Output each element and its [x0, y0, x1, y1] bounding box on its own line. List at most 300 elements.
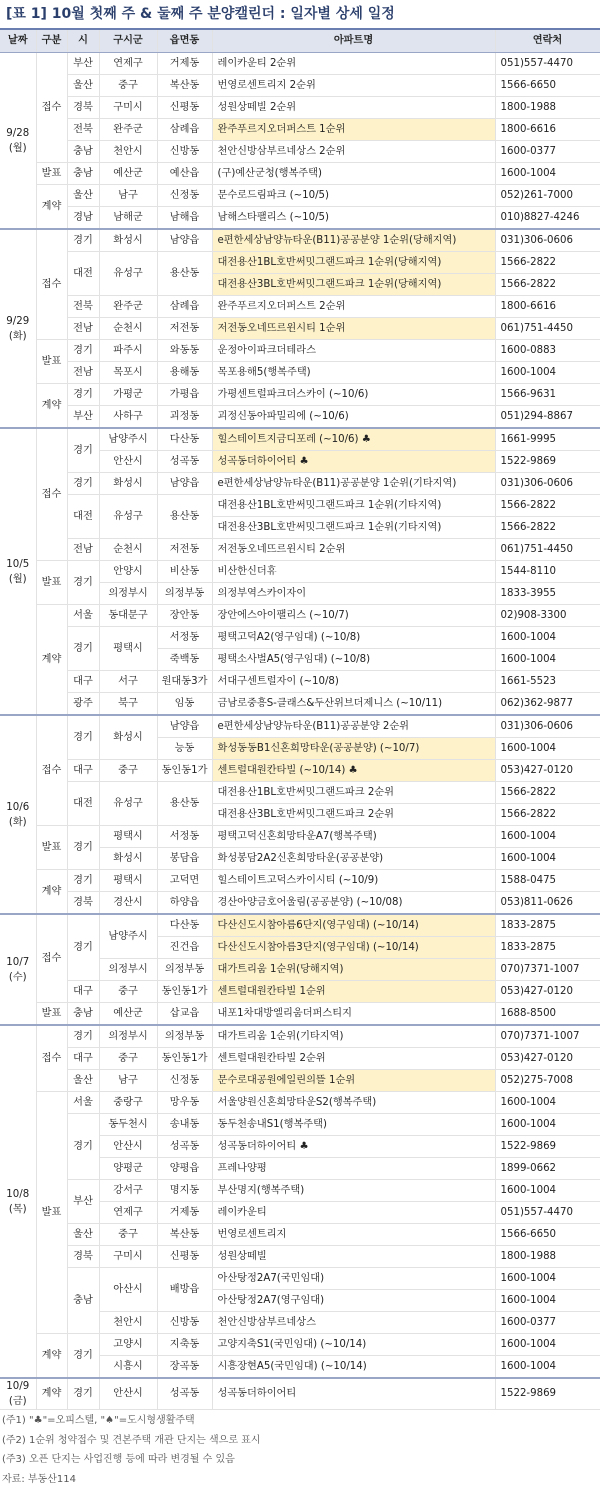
gu-cell: 순천시: [99, 318, 157, 340]
type-cell: 계약: [36, 605, 67, 716]
table-header-row: [0, 29, 600, 53]
si-cell: 울산: [67, 75, 99, 97]
si-cell: 경남: [67, 207, 99, 230]
contact-cell: 1600-1004: [495, 1290, 600, 1312]
gu-cell: 안산시: [99, 451, 157, 473]
dong-cell: 의정부동: [157, 1025, 212, 1048]
contact-cell: 1600-1004: [495, 163, 600, 185]
table-row: [0, 671, 600, 693]
gu-cell: 동대문구: [99, 605, 157, 627]
apt-name-cell: 성원상떼빌: [212, 1246, 495, 1268]
gu-cell: 천안시: [99, 1312, 157, 1334]
gu-cell: 평택시: [99, 826, 157, 848]
gu-cell: 가평군: [99, 384, 157, 406]
si-cell: 경기: [67, 1378, 99, 1410]
dong-cell: 임동: [157, 693, 212, 716]
gu-cell: 구미시: [99, 1246, 157, 1268]
contact-cell: 051)294-8867: [495, 406, 600, 429]
contact-cell: 1800-1988: [495, 1246, 600, 1268]
type-cell: 접수: [36, 914, 67, 1003]
apt-name-cell: 비산한신더휴: [212, 561, 495, 583]
apt-name-cell: 평택고덕신혼희망타운A7(행복주택): [212, 826, 495, 848]
type-cell: 접수: [36, 1025, 67, 1092]
contact-cell: 02)908-3300: [495, 605, 600, 627]
dong-cell: 남해읍: [157, 207, 212, 230]
apt-name-cell: 번영로센트리지 2순위: [212, 75, 495, 97]
gu-cell: 중구: [99, 1224, 157, 1246]
gu-cell: 동두천시: [99, 1114, 157, 1136]
apt-name-cell: 대전용산1BL호반써밋그랜드파크 1순위(기타지역): [212, 495, 495, 517]
dong-cell: 삽교읍: [157, 1003, 212, 1026]
date-cell: 10/7 (수): [0, 914, 36, 1025]
apt-name-cell: 고양지축S1(국민임대) (~10/14): [212, 1334, 495, 1356]
contact-cell: 1600-0883: [495, 340, 600, 362]
dong-cell: 남양읍: [157, 473, 212, 495]
contact-cell: 053)811-0626: [495, 892, 600, 915]
contact-cell: 051)557-4470: [495, 1202, 600, 1224]
type-cell: 발표: [36, 340, 67, 384]
si-cell: 부산: [67, 1180, 99, 1224]
si-cell: 경기: [67, 384, 99, 406]
apt-name-cell: 다산신도시참아름3단지(영구임대) (~10/14): [212, 937, 495, 959]
header-dong: 읍면동: [157, 29, 212, 53]
type-cell: 발표: [36, 1003, 67, 1026]
table-row: [0, 362, 600, 384]
contact-cell: 1566-2822: [495, 804, 600, 826]
dong-cell: 신정동: [157, 1070, 212, 1092]
dong-cell: 신방동: [157, 1312, 212, 1334]
footnote: (주1) "♣"=오피스텔, "♠"=도시형생활주택: [2, 1411, 600, 1431]
si-cell: 울산: [67, 185, 99, 207]
apt-name-cell: 의정부역스카이자이: [212, 583, 495, 605]
si-cell: 경북: [67, 1246, 99, 1268]
apt-name-cell: 성원상떼빌 2순위: [212, 97, 495, 119]
date-cell: 9/28 (월): [0, 53, 36, 230]
dong-cell: 고덕면: [157, 870, 212, 892]
apt-name-cell: 저전동오네뜨르윈시티 1순위: [212, 318, 495, 340]
si-cell: 대전: [67, 252, 99, 296]
type-cell: 발표: [36, 1092, 67, 1334]
gu-cell: 연제구: [99, 53, 157, 75]
date-cell: 10/9 (금): [0, 1378, 36, 1410]
si-cell: 경기: [67, 627, 99, 671]
apt-name-cell: 부산명지(행복주택): [212, 1180, 495, 1202]
si-cell: 경북: [67, 97, 99, 119]
gu-cell: 고양시: [99, 1334, 157, 1356]
type-cell: 계약: [36, 1378, 67, 1410]
dong-cell: 신방동: [157, 141, 212, 163]
footnote: (주3) 오픈 단지는 사업진행 등에 따라 변경될 수 있음: [2, 1450, 600, 1470]
table-row: [0, 141, 600, 163]
contact-cell: 1661-5523: [495, 671, 600, 693]
date-cell: 10/6 (화): [0, 715, 36, 914]
gu-cell: 평택시: [99, 870, 157, 892]
dong-cell: 송내동: [157, 1114, 212, 1136]
si-cell: 경기: [67, 715, 99, 760]
contact-cell: 062)362-9877: [495, 693, 600, 716]
type-cell: 계약: [36, 384, 67, 429]
type-cell: 발표: [36, 163, 67, 185]
si-cell: 경기: [67, 229, 99, 252]
contact-cell: 1566-2822: [495, 252, 600, 274]
si-cell: 충남: [67, 1003, 99, 1026]
contact-cell: 1800-1988: [495, 97, 600, 119]
apt-name-cell: 문수로드림파크 (~10/5): [212, 185, 495, 207]
table-row: [0, 539, 600, 561]
type-cell: 계약: [36, 1334, 67, 1379]
apt-name-cell: 평택소사벌A5(영구임대) (~10/8): [212, 649, 495, 671]
table-row: [0, 97, 600, 119]
dong-cell: 신평동: [157, 1246, 212, 1268]
apt-name-cell: 괴정신동아파밀리에 (~10/6): [212, 406, 495, 429]
apt-name-cell: 성곡동더하이어티 ♣: [212, 1136, 495, 1158]
si-cell: 경기: [67, 914, 99, 981]
table-row: [0, 428, 600, 451]
dong-cell: 남양읍: [157, 715, 212, 738]
apt-name-cell: 문수로대공원에일린의뜰 1순위: [212, 1070, 495, 1092]
dong-cell: 동인동1가: [157, 760, 212, 782]
dong-cell: 능동: [157, 738, 212, 760]
type-cell: 접수: [36, 715, 67, 826]
date-cell: 10/8 (목): [0, 1025, 36, 1378]
contact-cell: 031)306-0606: [495, 473, 600, 495]
contact-cell: 1600-1004: [495, 1114, 600, 1136]
table-row: [0, 207, 600, 230]
contact-cell: 1600-1004: [495, 1092, 600, 1114]
dong-cell: 성곡동: [157, 1136, 212, 1158]
dong-cell: 다산동: [157, 914, 212, 937]
dong-cell: 의정부동: [157, 959, 212, 981]
apt-name-cell: e편한세상남양뉴타운(B11)공공분양 2순위: [212, 715, 495, 738]
si-cell: 대전: [67, 495, 99, 539]
gu-cell: 구미시: [99, 97, 157, 119]
dong-cell: 명지동: [157, 1180, 212, 1202]
table-row: [0, 318, 600, 340]
si-cell: 경기: [67, 1114, 99, 1180]
dong-cell: 예산읍: [157, 163, 212, 185]
si-cell: 부산: [67, 406, 99, 429]
gu-cell: 천안시: [99, 141, 157, 163]
si-cell: 대전: [67, 782, 99, 826]
gu-cell: 평택시: [99, 627, 157, 671]
apt-name-cell: 평택고덕A2(영구임대) (~10/8): [212, 627, 495, 649]
table-row: [0, 75, 600, 97]
dong-cell: 장곡동: [157, 1356, 212, 1379]
dong-cell: 성곡동: [157, 451, 212, 473]
table-row: [0, 1334, 600, 1356]
si-cell: 부산: [67, 53, 99, 75]
apt-name-cell: 동두천송내S1(행복주택): [212, 1114, 495, 1136]
apt-name-cell: e편한세상남양뉴타운(B11)공공분양 1순위(당해지역): [212, 229, 495, 252]
contact-cell: 1833-3955: [495, 583, 600, 605]
apt-name-cell: 운정아이파크더테라스: [212, 340, 495, 362]
apt-name-cell: 레이카운티 2순위: [212, 53, 495, 75]
table-row: [0, 782, 600, 804]
contact-cell: 070)7371-1007: [495, 959, 600, 981]
dong-cell: 괴정동: [157, 406, 212, 429]
contact-cell: 1800-6616: [495, 296, 600, 318]
footnote: 자료: 부동산114: [2, 1470, 600, 1489]
contact-cell: 052)275-7008: [495, 1070, 600, 1092]
gu-cell: 사하구: [99, 406, 157, 429]
dong-cell: 동인동1가: [157, 1048, 212, 1070]
gu-cell: 중구: [99, 1048, 157, 1070]
table-row: [0, 163, 600, 185]
si-cell: 경기: [67, 428, 99, 473]
dong-cell: 진건읍: [157, 937, 212, 959]
apt-name-cell: 레이카운티: [212, 1202, 495, 1224]
gu-cell: 시흥시: [99, 1356, 157, 1379]
header-date: 날짜: [0, 29, 36, 53]
gu-cell: 안산시: [99, 1378, 157, 1410]
si-cell: 서울: [67, 1092, 99, 1114]
dong-cell: 거제동: [157, 1202, 212, 1224]
dong-cell: 신평동: [157, 97, 212, 119]
table-row: [0, 605, 600, 627]
table-body: [0, 53, 600, 1410]
type-cell: 접수: [36, 53, 67, 163]
dong-cell: 용해동: [157, 362, 212, 384]
si-cell: 대구: [67, 981, 99, 1003]
si-cell: 대구: [67, 760, 99, 782]
apt-name-cell: 프레나양평: [212, 1158, 495, 1180]
table-row: [0, 715, 600, 738]
gu-cell: 남양주시: [99, 914, 157, 959]
dong-cell: 용산동: [157, 252, 212, 296]
apt-name-cell: 목포용해5(행복주택): [212, 362, 495, 384]
apt-name-cell: 대전용산3BL호반써밋그랜드파크 2순위: [212, 804, 495, 826]
contact-cell: 061)751-4450: [495, 318, 600, 340]
contact-cell: 053)427-0120: [495, 981, 600, 1003]
apt-name-cell: 대전용산3BL호반써밋그랜드파크 1순위(기타지역): [212, 517, 495, 539]
gu-cell: 남해군: [99, 207, 157, 230]
si-cell: 전북: [67, 296, 99, 318]
contact-cell: 1566-2822: [495, 517, 600, 539]
contact-cell: 1566-9631: [495, 384, 600, 406]
gu-cell: 안양시: [99, 561, 157, 583]
si-cell: 충남: [67, 1268, 99, 1334]
apt-name-cell: 대전용산3BL호반써밋그랜드파크 1순위(당해지역): [212, 274, 495, 296]
table-row: [0, 473, 600, 495]
table-row: [0, 870, 600, 892]
apt-name-cell: 힐스테이트고덕스카이시티 (~10/9): [212, 870, 495, 892]
header-apt: 아파트명: [212, 29, 495, 53]
si-cell: 충남: [67, 163, 99, 185]
contact-cell: 1600-1004: [495, 1356, 600, 1379]
apt-name-cell: 대전용산1BL호반써밋그랜드파크 2순위: [212, 782, 495, 804]
gu-cell: 강서구: [99, 1180, 157, 1202]
apt-name-cell: 금남로중흥S-클래스&두산위브더제니스 (~10/11): [212, 693, 495, 716]
gu-cell: 화성시: [99, 229, 157, 252]
dong-cell: 서정동: [157, 627, 212, 649]
contact-cell: 1600-1004: [495, 627, 600, 649]
si-cell: 대구: [67, 671, 99, 693]
gu-cell: 유성구: [99, 495, 157, 539]
contact-cell: 1600-0377: [495, 141, 600, 163]
dong-cell: 가평읍: [157, 384, 212, 406]
contact-cell: 1600-1004: [495, 738, 600, 760]
apt-name-cell: 센트럴대원칸타빌 1순위: [212, 981, 495, 1003]
dong-cell: 의정부동: [157, 583, 212, 605]
si-cell: 경기: [67, 870, 99, 892]
dong-cell: 성곡동: [157, 1378, 212, 1410]
table-row: [0, 1070, 600, 1092]
date-cell: 10/5 (월): [0, 428, 36, 715]
gu-cell: 완주군: [99, 119, 157, 141]
header-gu: 구시군: [99, 29, 157, 53]
dong-cell: 하양읍: [157, 892, 212, 915]
contact-cell: 1688-8500: [495, 1003, 600, 1026]
dong-cell: 와동동: [157, 340, 212, 362]
apt-name-cell: 천안신방삼부르네상스 2순위: [212, 141, 495, 163]
gu-cell: 아산시: [99, 1268, 157, 1312]
si-cell: 경기: [67, 1025, 99, 1048]
table-row: [0, 340, 600, 362]
table-row: [0, 1114, 600, 1136]
contact-cell: 1600-1004: [495, 1180, 600, 1202]
table-row: [0, 1025, 600, 1048]
footnotes: [0, 1411, 600, 1489]
table-row: [0, 1180, 600, 1202]
gu-cell: 목포시: [99, 362, 157, 384]
gu-cell: 유성구: [99, 782, 157, 826]
contact-cell: 1566-6650: [495, 75, 600, 97]
dong-cell: 동인동1가: [157, 981, 212, 1003]
contact-cell: 1833-2875: [495, 937, 600, 959]
si-cell: 충남: [67, 141, 99, 163]
contact-cell: 1600-1004: [495, 1268, 600, 1290]
dong-cell: 저전동: [157, 539, 212, 561]
apt-name-cell: 센트럴대원칸타빌 (~10/14) ♣: [212, 760, 495, 782]
si-cell: 경기: [67, 561, 99, 605]
header-tel: 연락처: [495, 29, 600, 53]
apt-name-cell: 내포1차대방엘리움더퍼스티지: [212, 1003, 495, 1026]
dong-cell: 삼례읍: [157, 296, 212, 318]
apt-name-cell: e편한세상남양뉴타운(B11)공공분양 1순위(기타지역): [212, 473, 495, 495]
apt-name-cell: 번영로센트리지: [212, 1224, 495, 1246]
contact-cell: 1600-1004: [495, 826, 600, 848]
dong-cell: 봉담읍: [157, 848, 212, 870]
table-row: [0, 760, 600, 782]
table-row: [0, 119, 600, 141]
contact-cell: 031)306-0606: [495, 715, 600, 738]
apt-name-cell: 완주푸르지오더퍼스트 2순위: [212, 296, 495, 318]
gu-cell: 의정부시: [99, 959, 157, 981]
si-cell: 울산: [67, 1224, 99, 1246]
table-row: [0, 1246, 600, 1268]
dong-cell: 용산동: [157, 782, 212, 826]
footnote: (주2) 1순위 청약접수 및 견본주택 개관 단지는 색으로 표시: [2, 1431, 600, 1451]
contact-cell: 1600-1004: [495, 848, 600, 870]
gu-cell: 남구: [99, 1070, 157, 1092]
dong-cell: 남양읍: [157, 229, 212, 252]
si-cell: 경기: [67, 473, 99, 495]
type-cell: 접수: [36, 229, 67, 340]
dong-cell: 장안동: [157, 605, 212, 627]
gu-cell: 서구: [99, 671, 157, 693]
table-row: [0, 1092, 600, 1114]
header-type: 구분: [36, 29, 67, 53]
dong-cell: 양평읍: [157, 1158, 212, 1180]
table-row: [0, 1048, 600, 1070]
dong-cell: 배방읍: [157, 1268, 212, 1312]
gu-cell: 경산시: [99, 892, 157, 915]
contact-cell: 053)427-0120: [495, 1048, 600, 1070]
apt-name-cell: 완주푸르지오더퍼스트 1순위: [212, 119, 495, 141]
gu-cell: 중구: [99, 981, 157, 1003]
apt-name-cell: 서대구센트럴자이 (~10/8): [212, 671, 495, 693]
table-row: [0, 252, 600, 274]
apt-name-cell: 가평센트럴파크더스카이 (~10/6): [212, 384, 495, 406]
si-cell: 전남: [67, 539, 99, 561]
dong-cell: 원대동3가: [157, 671, 212, 693]
gu-cell: 중랑구: [99, 1092, 157, 1114]
apt-name-cell: 대전용산1BL호반써밋그랜드파크 1순위(당해지역): [212, 252, 495, 274]
contact-cell: 1566-2822: [495, 495, 600, 517]
table-row: [0, 53, 600, 75]
apt-name-cell: 남해스타팰리스 (~10/5): [212, 207, 495, 230]
apt-name-cell: 성곡동더하이어티 ♣: [212, 451, 495, 473]
gu-cell: 화성시: [99, 715, 157, 760]
apt-name-cell: (구)예산군청(행복주택): [212, 163, 495, 185]
contact-cell: 053)427-0120: [495, 760, 600, 782]
apt-name-cell: 서울양원신혼희망타운S2(행복주택): [212, 1092, 495, 1114]
si-cell: 전북: [67, 119, 99, 141]
gu-cell: 화성시: [99, 473, 157, 495]
dong-cell: 서정동: [157, 826, 212, 848]
si-cell: 경기: [67, 826, 99, 870]
contact-cell: 1588-0475: [495, 870, 600, 892]
table-row: [0, 1003, 600, 1026]
dong-cell: 거제동: [157, 53, 212, 75]
type-cell: 접수: [36, 428, 67, 561]
gu-cell: 완주군: [99, 296, 157, 318]
apt-name-cell: 대가트리움 1순위(기타지역): [212, 1025, 495, 1048]
contact-cell: 070)7371-1007: [495, 1025, 600, 1048]
si-cell: 전남: [67, 318, 99, 340]
si-cell: 광주: [67, 693, 99, 716]
contact-cell: 061)751-4450: [495, 539, 600, 561]
si-cell: 서울: [67, 605, 99, 627]
si-cell: 울산: [67, 1070, 99, 1092]
gu-cell: 남양주시: [99, 428, 157, 451]
apt-name-cell: 다산신도시참아름6단지(영구임대) (~10/14): [212, 914, 495, 937]
table-title: [표 1] 10월 첫째 주 & 둘째 주 분양캘린더 : 일자별 상세 일정: [0, 0, 600, 28]
apt-name-cell: 시흥장현A5(국민임대) (~10/14): [212, 1356, 495, 1379]
contact-cell: 1544-8110: [495, 561, 600, 583]
table-row: [0, 1224, 600, 1246]
gu-cell: 연제구: [99, 1202, 157, 1224]
dong-cell: 용산동: [157, 495, 212, 539]
contact-cell: 1661-9995: [495, 428, 600, 451]
apt-name-cell: 저전동오네뜨르윈시티 2순위: [212, 539, 495, 561]
gu-cell: 의정부시: [99, 1025, 157, 1048]
apt-name-cell: 성곡동더하이어티: [212, 1378, 495, 1410]
contact-cell: 1600-1004: [495, 1334, 600, 1356]
gu-cell: 북구: [99, 693, 157, 716]
header-si: 시: [67, 29, 99, 53]
gu-cell: 중구: [99, 760, 157, 782]
dong-cell: 지축동: [157, 1334, 212, 1356]
si-cell: 경기: [67, 340, 99, 362]
table-row: [0, 1268, 600, 1290]
apt-name-cell: 힐스테이트지금디포레 (~10/6) ♣: [212, 428, 495, 451]
table-row: [0, 914, 600, 937]
contact-cell: 031)306-0606: [495, 229, 600, 252]
table-row: [0, 229, 600, 252]
dong-cell: 신정동: [157, 185, 212, 207]
type-cell: 발표: [36, 561, 67, 605]
